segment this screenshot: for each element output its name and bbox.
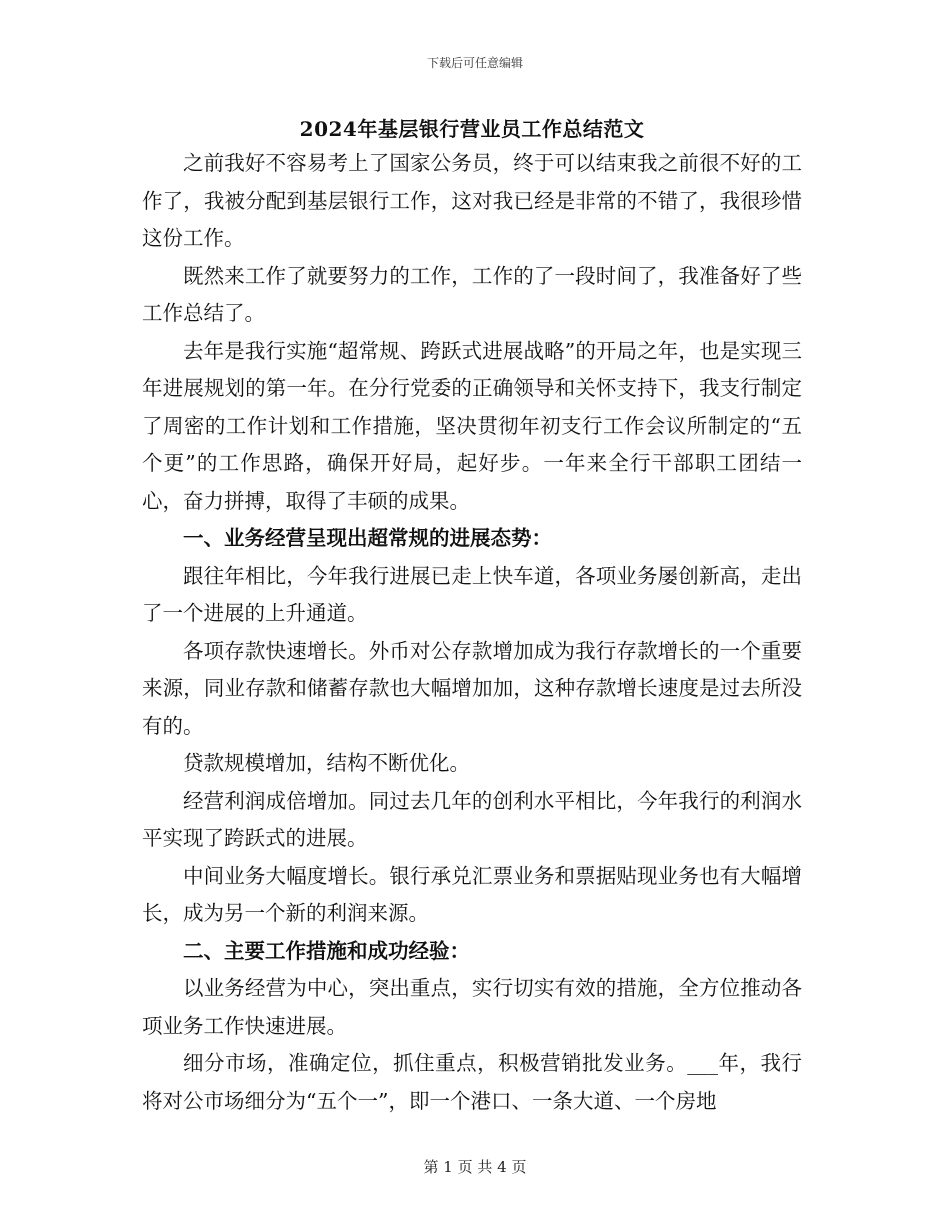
section-heading: 二、主要工作措施和成功经验： bbox=[183, 938, 470, 963]
paragraph: 贷款规模增加，结构不断优化。 bbox=[183, 751, 470, 775]
paragraph: 既然来工作了就要努力的工作，工作的了一段时间了，我准备好了些工作总结了。 bbox=[142, 263, 802, 325]
section-heading: 一、业务经营呈现出超常规的进展态势： bbox=[183, 526, 552, 550]
paragraph: 之前我好不容易考上了国家公务员，终于可以结束我之前很不好的工作了，我被分配到基层银行工作，这对我已经是非常的不错了，我很珍惜这份工作。 bbox=[142, 151, 802, 250]
page-header-note: 下载后可任意编辑 bbox=[426, 56, 523, 70]
page-number: 第 1 页 共 4 页 bbox=[423, 1158, 527, 1176]
paragraph: 跟往年相比，今年我行进展已走上快车道，各项业务屡创新高，走出了一个进展的上升通道。 bbox=[142, 563, 802, 625]
paragraph: 细分市场，准确定位，抓住重点，积极营销批发业务。___年，我行将对公市场细分为“五个一”，即一个港口、一条大道、一个房地 bbox=[142, 1051, 802, 1113]
document-body bbox=[142, 113, 802, 1120]
paragraph: 中间业务大幅度增长。银行承兑汇票业务和票据贴现业务也有大幅增长，成为另一个新的利润来源。 bbox=[142, 863, 802, 925]
paragraph: 以业务经营为中心，突出重点，实行切实有效的措施，全方位推动各项业务工作快速进展。 bbox=[142, 976, 802, 1038]
document-title: 2024年基层银行营业员工作总结范文 bbox=[299, 117, 645, 141]
paragraph: 经营利润成倍增加。同过去几年的创利水平相比，今年我行的利润水平实现了跨跃式的进展。 bbox=[142, 788, 802, 850]
paragraph: 各项存款快速增长。外币对公存款增加成为我行存款增长的一个重要来源，同业存款和储蓄存款也大幅增加加，这种存款增长速度是过去所没有的。 bbox=[142, 638, 802, 738]
paragraph: 去年是我行实施“超常规、跨跃式进展战略”的开局之年，也是实现三年进展规划的第一年。在分行党委的正确领导和关怀支持下，我支行制定了周密的工作计划和工作措施，坚决贯彻年初支行工作会议所制定的“五个更”的工作思路，确保开好局，起好步。一年来全行干部职工团结一心，奋力拼搏，取得了丰硕的成果。 bbox=[142, 338, 802, 513]
